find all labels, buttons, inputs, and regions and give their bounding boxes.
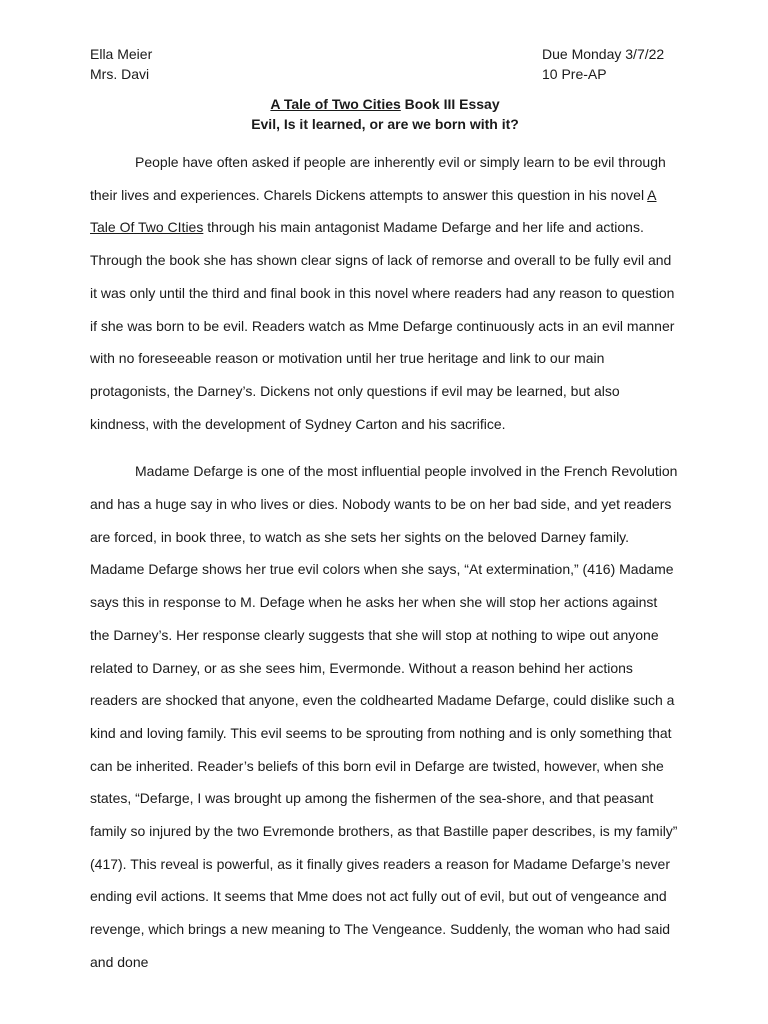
essay-title (92, 94, 678, 114)
class-name: 10 Pre-AP (542, 66, 607, 82)
paragraph-text: through his main antagonist Madame Defarge and her life and actions. Through the book she has shown clear signs of lack of remorse and overall to be fully evil and it was only until the third and final book in this novel where readers had any reason to question if she was born to be evil. Readers watch as Mme Defarge continuously acts in an evil manner with no foreseeable reason or motivation until her true heritage and link to our main protagonists, the Darney’s. Dickens not only questions if evil may be learned, but also kindness, with the development of Sydney Carton and his sacrifice. (90, 219, 675, 432)
book-title: A Tale of Two Cities (270, 96, 401, 112)
document-page (90, 44, 678, 979)
essay-title-block (90, 94, 678, 134)
document-header (90, 44, 678, 84)
header-left (90, 44, 152, 84)
paragraph-body: Madame Defarge is one of the most influential people involved in the French Revolution and has a huge say in who lives or dies. Nobody wants to be on her bad side, and yet readers are forced, in book three, to watch as she sets her sights on the beloved Darney family. Madame Defarge shows her true evil colors when she says, “At extermination,” (416) Madame says this in response to M. Defage when he asks her when she will stop her actions against the Darney’s. Her response clearly suggests that she will stop at nothing to wipe out anyone related to Darney, or as she sees him, Evermonde. Without a reason behind her actions readers are shocked that anyone, even the coldhearted Madame Defarge, could dislike such a kind and loving family. This evil seems to be sprouting from nothing and is only something that can be inherited. Reader’s beliefs of this born evil in Defarge are twisted, however, when she states, “Defarge, I was brought up among the fishermen of the sea-shore, and that peasant family so injured by the two Evremonde brothers, as that Bastille paper describes, is my family” (417). This reveal is powerful, as it finally gives readers a reason for Madame Defarge’s never ending evil actions. It seems that Mme does not act fully out of evil, but out of vengeance and revenge, which brings a new meaning to The Vengeance. Suddenly, the woman who had said and done (90, 463, 678, 970)
teacher-name: Mrs. Davi (90, 66, 150, 82)
header-right (542, 44, 664, 84)
paragraph-introduction (90, 146, 678, 440)
novel-title-inline: A Tale Of Two CIties (90, 186, 657, 236)
essay-body (90, 146, 678, 979)
paragraph-text: People have often asked if people are inherently evil or simply learn to be evil through their lives and experiences. Charels Dickens attempts to answer this question in his novel (90, 154, 666, 203)
essay-title-rest: Book III Essay (400, 96, 500, 112)
due-date: Due Monday 3/7/22 (542, 46, 665, 62)
essay-subtitle: Evil, Is it learned, or are we born with it? (251, 116, 519, 132)
student-name: Ella Meier (90, 46, 153, 62)
